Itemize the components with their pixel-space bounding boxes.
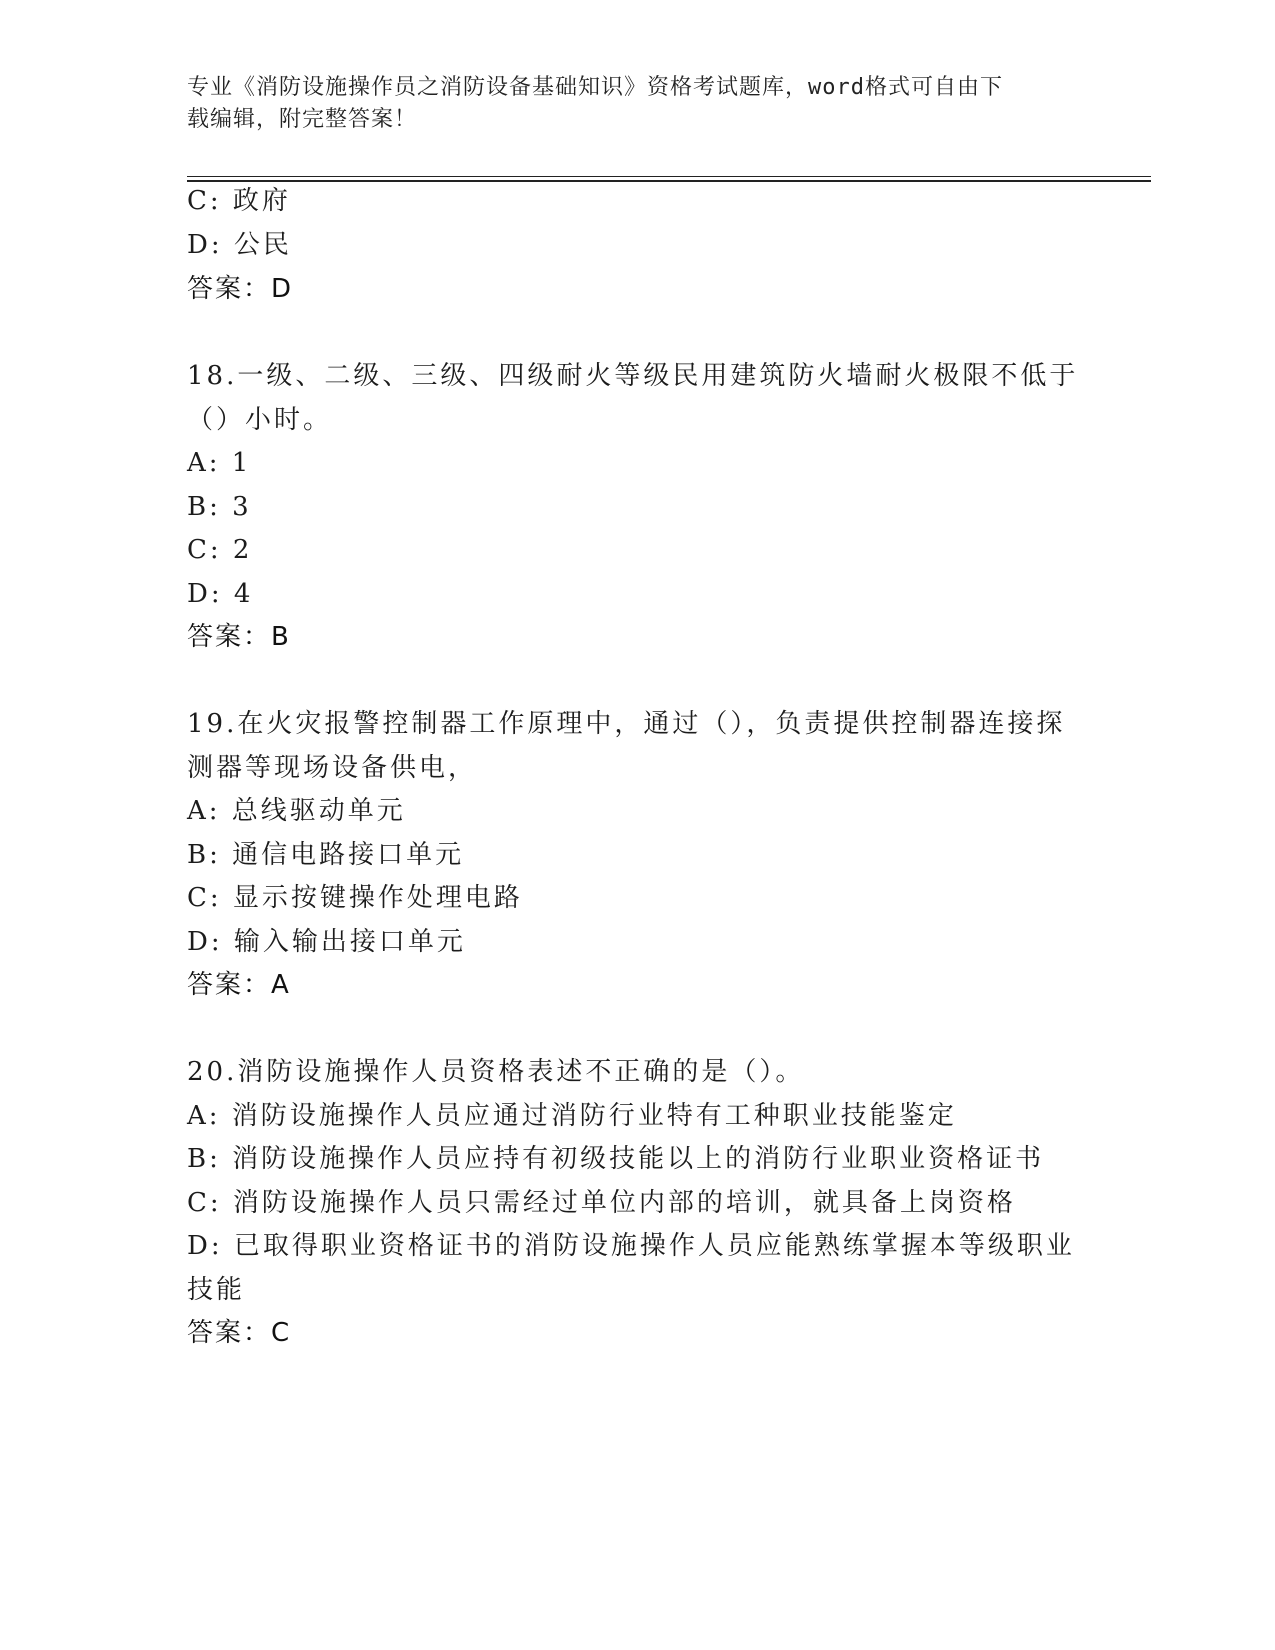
- q19-stem-line-1: 19.在火灾报警控制器工作原理中，通过（），负责提供控制器连接探: [187, 709, 1066, 739]
- q19-stem-line-2: 测器等现场设备供电，: [187, 753, 478, 783]
- q18-option-c: C: 2: [187, 535, 253, 565]
- q20-option-d-line-2: 技能: [187, 1275, 246, 1305]
- q20-stem-line-1: 20.消防设施操作人员资格表述不正确的是（）。: [187, 1057, 805, 1087]
- q19-option-b: B: 通信电路接口单元: [187, 840, 465, 870]
- header-line-2: 载编辑，附完整答案！: [187, 107, 418, 132]
- q19-option-a: A: 总线驱动单元: [187, 796, 406, 826]
- q18-stem-line-2: （）小时。: [187, 405, 333, 435]
- q19-option-d: D: 输入输出接口单元: [187, 927, 466, 957]
- page-header: [187, 72, 1067, 136]
- q18-stem-line-1: 18.一级、二级、三级、四级耐火等级民用建筑防火墙耐火极限不低于: [187, 361, 1079, 391]
- q18-option-d: D: 4: [187, 579, 254, 609]
- header-divider-thick: [187, 180, 1151, 182]
- q19-answer: 答案：A: [187, 970, 291, 1000]
- q20-option-b: B: 消防设施操作人员应持有初级技能以上的消防行业职业资格证书: [187, 1144, 1045, 1174]
- q20-option-c: C: 消防设施操作人员只需经过单位内部的培训，就具备上岗资格: [187, 1188, 1016, 1218]
- q18-answer: 答案：B: [187, 622, 291, 652]
- q20-option-a: A: 消防设施操作人员应通过消防行业特有工种职业技能鉴定: [187, 1101, 957, 1131]
- q17-option-d: D: 公民: [187, 230, 292, 260]
- q17-option-c: C: 政府: [187, 186, 291, 216]
- q18-option-b: B: 3: [187, 492, 252, 522]
- q18-option-a: A: 1: [187, 448, 252, 478]
- q19-option-c: C: 显示按键操作处理电路: [187, 883, 523, 913]
- header-line-1: 专业《消防设施操作员之消防设备基础知识》资格考试题库，word格式可自由下: [187, 75, 1003, 100]
- q20-answer: 答案：C: [187, 1318, 292, 1348]
- q17-answer: 答案：D: [187, 274, 294, 304]
- header-divider-thin: [187, 176, 1151, 177]
- q20-option-d-line-1: D: 已取得职业资格证书的消防设施操作人员应能熟练掌握本等级职业: [187, 1231, 1075, 1261]
